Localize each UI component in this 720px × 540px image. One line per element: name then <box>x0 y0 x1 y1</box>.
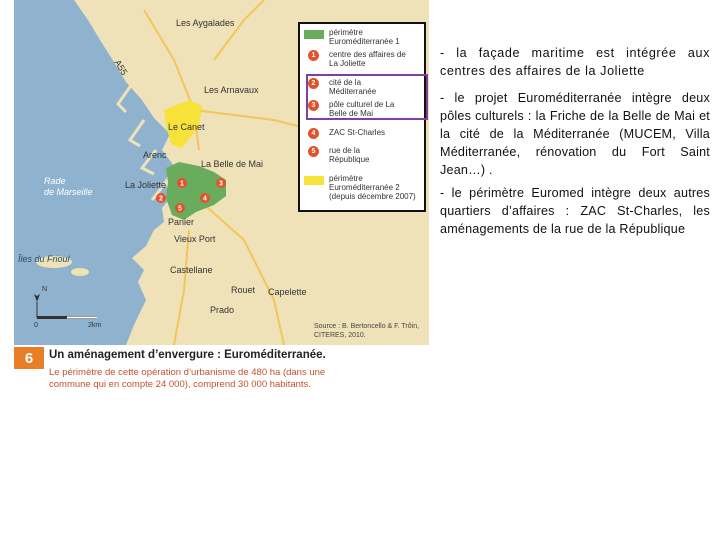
marker-3-label: 3 <box>219 180 223 188</box>
figure-title: Un aménagement d’envergure : Euroméditerranée. <box>49 349 326 361</box>
note-2: - le projet Euroméditerranée intègre deux pôles culturels : la Friche de la Belle de Mai et la cité de la Méditerranée (MUCEM, Villa Méditerranée, rénovation du Fort Saint Jean…) . <box>440 91 710 177</box>
source-line2: CITERES, 2010. <box>314 332 366 339</box>
legend-perimeter2-label: périmètre Euroméditerranée 2 (depuis décembre 2007) <box>329 174 416 201</box>
scale-2km: 2km <box>88 322 102 329</box>
place-aygalades: Les Aygalades <box>176 18 235 28</box>
place-a55: A55 <box>112 58 130 77</box>
legend-item-3-label: pôle culturel de La Belle de Mai <box>329 100 395 118</box>
place-belle-de-mai: La Belle de Mai <box>201 159 264 169</box>
note-1: - la façade maritime est intégrée aux centres des affaires de la Joliette <box>440 46 710 78</box>
place-vieux-port: Vieux Port <box>174 234 216 244</box>
legend-item-2-label: cité de la Méditerranée <box>329 78 377 96</box>
legend-marker-2: 2 <box>308 78 319 89</box>
source-line1: Source : B. Bertoncello & F. Trôin, <box>314 323 420 330</box>
legend-item-1 <box>304 50 413 68</box>
north-label: N <box>42 286 48 293</box>
sea-label-rade-line2: de Marseille <box>44 187 93 197</box>
legend-swatch-green <box>304 30 324 39</box>
place-rouet: Rouet <box>231 285 256 295</box>
figure-caption: Le périmètre de cette opération d’urbanisme de 480 ha (dans une commune qui en compte 24 000), comprend 30 000 habitants. <box>49 367 326 390</box>
legend-swatch-yellow <box>304 176 324 185</box>
legend-perimeter1 <box>304 28 419 46</box>
legend-highlight-frame <box>306 74 428 120</box>
legend-marker-3: 3 <box>308 100 319 111</box>
legend-item-1-label: centre des affaires de La Joliette <box>329 50 406 68</box>
legend-item-5-label: rue de la République <box>329 146 370 164</box>
place-arnavaux: Les Arnavaux <box>204 85 259 95</box>
legend-marker-4: 4 <box>308 128 319 139</box>
marker-2-label: 2 <box>159 195 163 203</box>
notes-text <box>440 44 710 247</box>
figure-number: 6 <box>14 347 44 369</box>
scale-zero: 0 <box>34 322 38 329</box>
place-capelette: Capelette <box>268 287 307 297</box>
place-joliette: La Joliette <box>125 180 167 190</box>
marker-4-label: 4 <box>203 195 207 203</box>
note-3: - le périmètre Euromed intègre deux autres quartiers d’affaires : ZAC St-Charles, les aménagements de la rue de la République <box>440 186 710 236</box>
marker-1-label: 1 <box>180 180 184 188</box>
sea-label-frioul: Îles du Frioul <box>18 254 70 264</box>
place-panier: Panier <box>168 217 195 227</box>
frioul-island-small <box>71 268 89 276</box>
scale-graphic <box>32 292 122 332</box>
marker-5-label: 5 <box>178 205 182 213</box>
place-canet: Le Canet <box>168 122 205 132</box>
legend-item-5 <box>304 146 389 164</box>
legend-item-4 <box>304 128 403 139</box>
map-scale <box>32 286 122 337</box>
sea-label-rade <box>44 176 93 198</box>
place-castellane: Castellane <box>170 265 213 275</box>
place-prado: Prado <box>210 305 235 315</box>
map-source <box>314 322 419 340</box>
legend-perimeter2 <box>304 174 421 201</box>
legend-marker-5: 5 <box>308 146 319 157</box>
place-arenc: Arenc <box>143 150 167 160</box>
sea-label-rade-line1: Rade <box>44 176 66 186</box>
legend-marker-1: 1 <box>308 50 319 61</box>
legend-item-4-label: ZAC St-Charles <box>329 128 386 137</box>
legend-perimeter1-label: périmètre Euroméditerranée 1 <box>329 28 400 46</box>
north-arrow-icon <box>34 294 40 302</box>
